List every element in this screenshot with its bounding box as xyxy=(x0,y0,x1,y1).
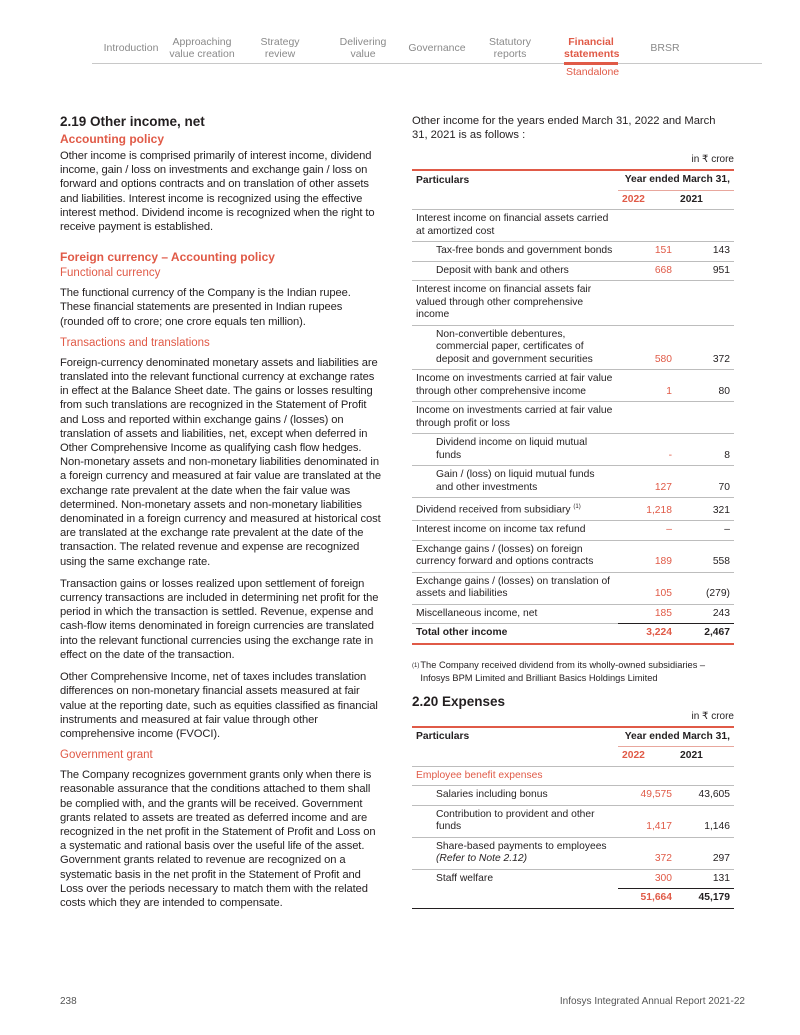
row-label xyxy=(412,498,618,521)
nav-item-strategy-review[interactable]: Strategy review xyxy=(260,36,300,60)
table-row xyxy=(412,261,734,281)
section-title-expenses: 2.20 Expenses xyxy=(412,693,506,709)
table-row xyxy=(412,498,734,521)
row-label xyxy=(412,261,618,281)
value-2022: – xyxy=(618,521,676,541)
left-column xyxy=(60,114,382,918)
value-2021: 8 xyxy=(676,434,734,466)
other-income-table xyxy=(412,169,734,644)
row-label xyxy=(412,521,618,541)
value-2021: (279) xyxy=(676,572,734,604)
footnote-text: The Company received dividend from its wholly-owned subsidiaries – Infosys BPM Limited and Brilliant Basics Holdings Limited xyxy=(420,659,706,683)
row-label xyxy=(412,466,618,498)
transactions-text-2: Transaction gains or losses realized upon settlement of foreign currency transactions are included in determining net profit for the period in which the transaction is settled. Revenue, expense and cash-flow items denominated in foreign currencies are translated into the relevant functional currencies using the exchange rate in effect on the date of the transaction. xyxy=(60,577,379,661)
row-label xyxy=(412,210,618,242)
unit-label: in ₹ crore xyxy=(691,154,734,166)
transactions-text-1: Foreign-currency denominated monetary assets and liabilities are translated into the relevant functional currency at exchange rates in effect at the Balance Sheet date. The gains or losses resulting from such translations are recognized in the Statement of Profit and Loss and reported within exchange gains / (losses) on translation of assets and liabilities, net, except when deferred in Other Comprehensive Income as qualifying cash flow hedges. Non-monetary assets and non-monetary liabilities denominated in a foreign currency and measured at fair value are translated at the exchange rate prevalent at the date when the fair value was determined. Non-monetary assets and non-monetary liabilities denominated in a foreign currency and measured at historical cost are translated at the exchange rate prevalent at the date of the transaction. The related revenue and expense are recognized using the same exchange rate. xyxy=(60,356,382,568)
row-label xyxy=(412,604,618,624)
value-2022: 1,218 xyxy=(618,498,676,521)
row-label-text: Dividend income on liquid mutual funds xyxy=(436,437,588,461)
transactions-heading: Transactions and translations xyxy=(60,336,210,349)
row-label xyxy=(412,242,618,262)
other-income-intro: Other income for the years ended March 31, 2022 and March 31, 2021 is as follows : xyxy=(412,115,716,142)
row-label-text: Income on investments carried at fair value through profit or loss xyxy=(416,405,613,429)
value-2021: 297 xyxy=(676,837,734,869)
expenses-total-2021: 45,179 xyxy=(676,889,734,909)
total-row xyxy=(412,624,734,644)
value-2021: 1,146 xyxy=(676,805,734,837)
value-2022: 185 xyxy=(618,604,676,624)
expenses-unit-label: in ₹ crore xyxy=(691,710,734,722)
value-2022: - xyxy=(618,434,676,466)
row-label-text: Exchange gains / (losses) on translation of assets and liabilities xyxy=(416,575,611,600)
row-label xyxy=(412,402,618,434)
nav-item-financial-statements[interactable]: Financial statements xyxy=(564,36,620,60)
report-title: Infosys Integrated Annual Report 2021-22 xyxy=(559,996,745,1007)
accounting-policy-heading: Accounting policy xyxy=(60,132,165,146)
functional-currency-heading: Functional currency xyxy=(60,267,161,280)
value-2022 xyxy=(618,281,676,326)
row-label-text: Deposit with bank and others xyxy=(436,264,569,276)
row-label-text: Interest income on financial assets fair valued through other comprehensive income xyxy=(416,284,592,321)
row-label-text: Dividend received from subsidiary xyxy=(416,504,571,516)
value-2021: 321 xyxy=(676,498,734,521)
value-2021 xyxy=(676,402,734,434)
value-2022: 300 xyxy=(618,869,676,889)
nav-item-governance[interactable]: Governance xyxy=(408,42,466,54)
table-row xyxy=(412,604,734,624)
nav-item-statutory-reports[interactable]: Statutory reports xyxy=(488,36,532,60)
col-2021: 2021 xyxy=(680,193,703,205)
row-label-text: Gain / (loss) on liquid mutual funds and other investments xyxy=(436,469,595,493)
exp-col-2021: 2021 xyxy=(680,750,703,762)
nav-item-introduction[interactable]: Introduction xyxy=(103,42,159,54)
total-2022: 3,224 xyxy=(618,624,676,644)
total-label: Total other income xyxy=(412,624,618,644)
value-2021 xyxy=(676,210,734,242)
page-number: 238 xyxy=(60,996,77,1007)
row-label xyxy=(412,805,618,837)
value-2022: 151 xyxy=(618,242,676,262)
table-row xyxy=(412,521,734,541)
exp-col-particulars: Particulars xyxy=(416,731,470,743)
accounting-policy-text: Other income is comprised primarily of interest income, dividend income, gain / loss on investments and exchange gain / loss on forward and options contracts and on translation of other assets and liabilities. Interest income is recognized using the effective interest method. Dividend income is recognized when the right to receive payment is established. xyxy=(60,150,375,234)
row-label-text: Non-convertible debentures, commercial paper, certificates of deposit and government securities xyxy=(436,328,593,365)
expenses-total-row xyxy=(412,889,734,909)
nav-sub-standalone[interactable]: Standalone xyxy=(566,66,620,78)
row-label-text: Staff welfare xyxy=(436,873,494,885)
table-row xyxy=(412,869,734,889)
expenses-group-row xyxy=(412,766,734,786)
government-grant-heading: Government grant xyxy=(60,749,153,762)
value-2021: 131 xyxy=(676,869,734,889)
nav-item-delivering-value[interactable]: Delivering value xyxy=(339,36,387,60)
value-2022: 49,575 xyxy=(618,786,676,806)
section-nav xyxy=(92,34,762,64)
row-label xyxy=(412,869,618,889)
table-row xyxy=(412,325,734,370)
value-2022: 668 xyxy=(618,261,676,281)
transactions-text-3: Other Comprehensive Income, net of taxes includes translation differences on non-monetary financial assets measured at fair value at the reporting date, such as equities classified as financial instruments and measured at fair value through other comprehensive income (FVOCI). xyxy=(60,671,378,740)
nav-item-approaching-value-creation[interactable]: Approaching value creation xyxy=(169,36,235,60)
row-label-text: Income on investments carried at fair value through other comprehensive income xyxy=(416,373,613,397)
table-row xyxy=(412,210,734,242)
row-label-text: Share-based payments to employees xyxy=(436,840,607,852)
value-2021: 243 xyxy=(676,604,734,624)
value-2022: 105 xyxy=(618,572,676,604)
expenses-table xyxy=(412,726,734,909)
row-label-text: Interest income on financial assets carried at amortized cost xyxy=(416,213,609,237)
col-year-ended: Year ended March 31, xyxy=(618,170,734,190)
table-row xyxy=(412,805,734,837)
row-label-text: Interest income on income tax refund xyxy=(416,524,586,536)
row-label xyxy=(412,434,618,466)
functional-currency-text: The functional currency of the Company is the Indian rupee. These financial statements are presented in Indian rupees (rounded off to crore; one crore equals ten million). xyxy=(60,287,351,328)
row-label xyxy=(412,540,618,572)
value-2022: 1 xyxy=(618,370,676,402)
value-2021: 143 xyxy=(676,242,734,262)
value-2022 xyxy=(618,402,676,434)
section-title-other-income: 2.19 Other income, net xyxy=(60,114,205,129)
row-label-text: Exchange gains / (losses) on foreign currency forward and options contracts xyxy=(416,543,594,568)
table-row xyxy=(412,540,734,572)
value-2021: 80 xyxy=(676,370,734,402)
table-row xyxy=(412,402,734,434)
footnote-mark: (1) xyxy=(412,662,420,669)
value-2021 xyxy=(676,281,734,326)
expenses-group-label: Employee benefit expenses xyxy=(412,766,734,786)
value-2021: 558 xyxy=(676,540,734,572)
right-column xyxy=(412,114,734,909)
value-2021: – xyxy=(676,521,734,541)
row-label xyxy=(412,370,618,402)
row-label xyxy=(412,281,618,326)
table-row xyxy=(412,281,734,326)
row-note: (Refer to Note 2.12) xyxy=(436,853,527,865)
fx-policy-heading: Foreign currency – Accounting policy xyxy=(60,250,275,265)
value-2022: 372 xyxy=(618,837,676,869)
value-2022: 580 xyxy=(618,325,676,370)
table-row xyxy=(412,572,734,604)
total-2021: 2,467 xyxy=(676,624,734,644)
row-label-text: Contribution to provident and other funds xyxy=(436,808,595,833)
value-2022 xyxy=(618,210,676,242)
col-particulars: Particulars xyxy=(416,174,470,186)
table-row xyxy=(412,466,734,498)
table-row xyxy=(412,242,734,262)
footnote-ref: (1) xyxy=(573,504,581,511)
footnote xyxy=(412,659,734,685)
value-2021: 43,605 xyxy=(676,786,734,806)
exp-col-year-ended: Year ended March 31, xyxy=(618,727,734,747)
nav-item-brsr[interactable]: BRSR xyxy=(650,42,680,54)
government-grant-text: The Company recognizes government grants only when there is reasonable assurance that the conditions attached to them shall be complied with, and the grants will be received. Government grants related to assets are treated as deferred income and are recognized in the net profit in the Statement of Profit and Loss on a systematic and rational basis over the useful life of the asset. Government grants related to revenue are recognized on a systematic basis in the net profit in the Statement of Profit and Loss over the periods necessary to match them with the related costs which they are intended to compensate. xyxy=(60,769,376,909)
expenses-total-label xyxy=(412,889,618,909)
row-label-text: Salaries including bonus xyxy=(436,789,548,801)
table-row xyxy=(412,434,734,466)
value-2021: 951 xyxy=(676,261,734,281)
row-label-text: Miscellaneous income, net xyxy=(416,607,538,619)
table-row xyxy=(412,786,734,806)
table-row xyxy=(412,370,734,402)
row-label xyxy=(412,325,618,370)
row-label xyxy=(412,837,618,869)
exp-col-2022: 2022 xyxy=(622,750,645,762)
col-2022: 2022 xyxy=(622,193,645,205)
table-row xyxy=(412,837,734,869)
value-2021: 372 xyxy=(676,325,734,370)
value-2021: 70 xyxy=(676,466,734,498)
value-2022: 127 xyxy=(618,466,676,498)
row-label xyxy=(412,572,618,604)
row-label xyxy=(412,786,618,806)
value-2022: 1,417 xyxy=(618,805,676,837)
value-2022: 189 xyxy=(618,540,676,572)
expenses-total-2022: 51,664 xyxy=(618,889,676,909)
row-label-text: Tax-free bonds and government bonds xyxy=(436,245,613,257)
